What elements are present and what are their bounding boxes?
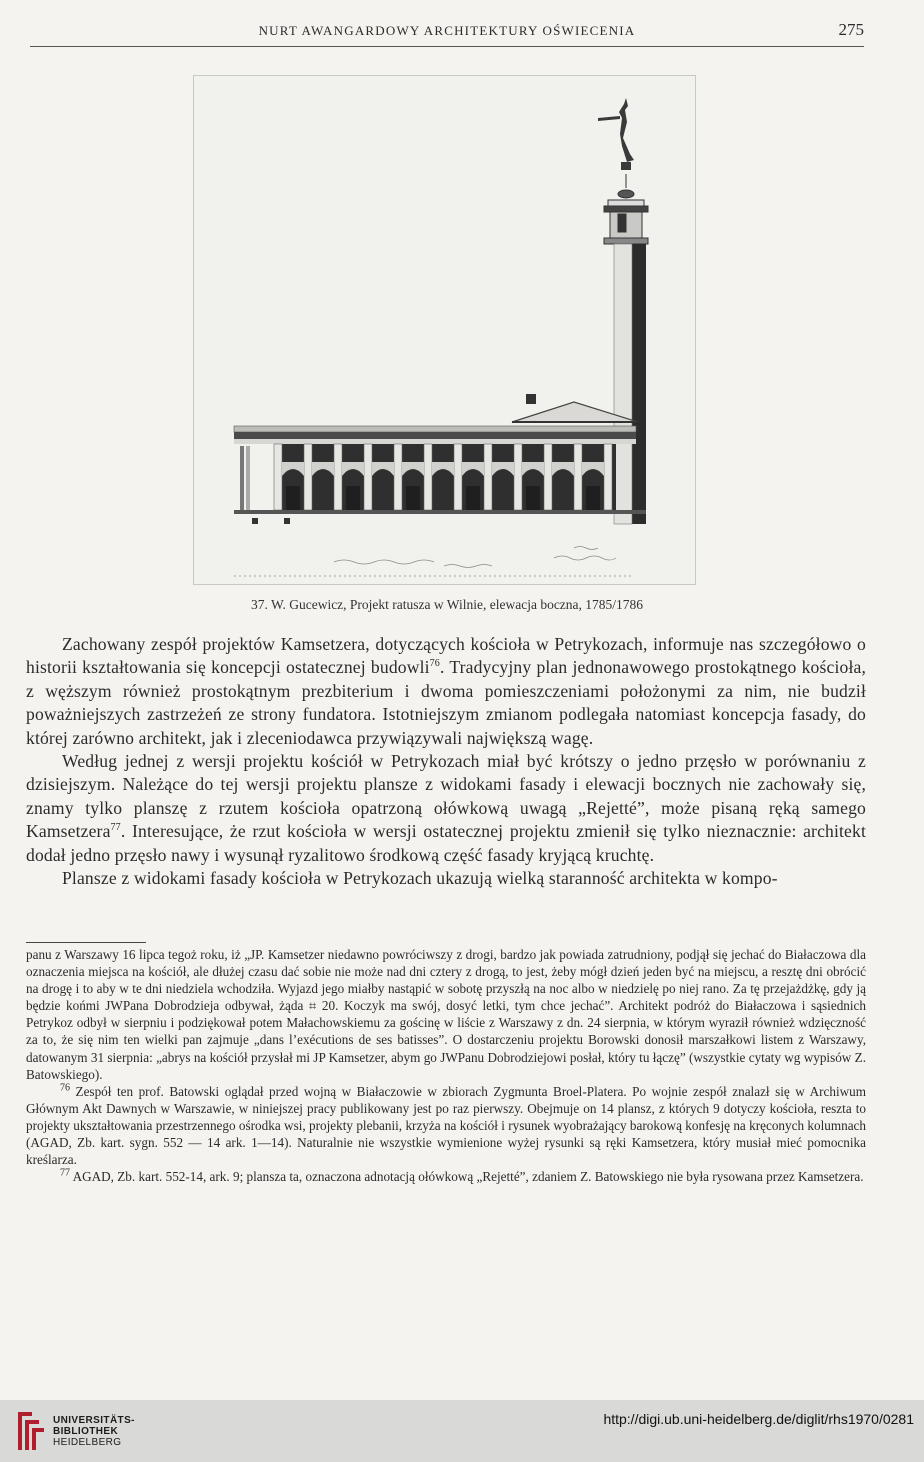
logo-line: HEIDELBERG (53, 1436, 122, 1448)
footnote-divider (26, 942, 146, 943)
university-library-logo-icon (12, 1408, 46, 1454)
running-title: NURT AWANGARDOWY ARCHITEKTURY OŚWIECENIA (258, 23, 636, 38)
footnote-number: 77 (60, 1167, 70, 1179)
paragraph (26, 750, 866, 867)
paragraph (26, 633, 866, 750)
page-number: 275 (838, 20, 864, 39)
paragraph-text: . Tradycyjny plan jednonawowego prostokątnego kościoła, z węższym również prostokątnym prezbiterium i dwoma pomieszczeniami położonymi za nim, nie budził poważniejszych zastrzeżeń ze strony fundatora. Istotniejszym zmianom podlegała natomiast koncepcja fasady, do której zarówno architekt, jak i zleceniodawca przywiązywali największą wagę. (26, 657, 866, 748)
footer-bar (0, 1400, 924, 1462)
permalink-url[interactable]: http://digi.ub.uni-heidelberg.de/diglit/rhs1970/0281 (603, 1411, 914, 1427)
footnote-77 (26, 1168, 866, 1185)
paragraph-text: Zachowany zespół projektów Kamsetzera, dotyczących kościoła w Petrykozach, informuje nas szczegółowo o historii kształtowania się koncepcji ostatecznej budowli (26, 634, 866, 678)
figure-caption: 37. W. Gucewicz, Projekt ratusza w Wilnie, elewacja boczna, 1785/1786 (250, 597, 644, 612)
footnote-number: 76 (60, 1082, 70, 1094)
paragraph-text: . Interesujące, że rzut kościoła w wersji ostatecznej projektu zmienił się tylko nieznacznie: architekt dodał jedno przęsło nawy i wysunął ryzalitowo środkową część fasady kryjącą kruchtę. (26, 821, 866, 865)
footnote-ref-77: 77 (110, 822, 121, 834)
paragraph: Plansze z widokami fasady kościoła w Petrykozach ukazują wielką staranność architekta w kompo- (62, 868, 778, 889)
footnote-continuation: panu z Warszawy 16 lipca tegoż roku, iż „JP. Kamsetzer niedawno powróciwszy z drogi, bardzo jak powiada zatrudniony, podjął się jechać do Białaczowa dla oznaczenia miejsca na kościół, ale dłużej czasu dać sobie nie może nad dni cztery z drogą, to jest, żeby mógł dzień jeden być na miejscu, a resztę dni obrócić na drogę i to aby w te dni niedziela wchodziła. Wyjazd jego miałby nastąpić w sobotę przyszłą na noc albo w niedzielę po niej rano. Za tę przejażdżkę, gdy ją będzie końmi JWPana Dobrodzieja odbywał, żąda ⌗ 20. Koczyk ma swój, dosyć letki, tym chce jechać”. Architekt podróż do Białaczowa i sąsiednich Petrykoz odbył w sierpniu i podziękował potem Małachowskiemu za gościnę w liście z Warszawy z dn. 24 sierpnia, w którym wyraził również wdzięczność za to, że się nim ten wielki pan zajmuje „dans l’exécutions de ses batisses”. O dostarczeniu projektu Borowski donosił marszałkowi listem z Warszawy, datowanym 31 sierpnia: „abrys na kościół przysłał mi JP Kamsetzer, abym go JWPanu Dobrodziejowi posłał, który tu łączę” (wszystkie cytaty wg wypisów Z. Batowskiego). (26, 947, 866, 1082)
library-logo[interactable] (12, 1408, 135, 1454)
footnote-text: Zespół ten prof. Batowski oglądał przed wojną w Białaczowie w zbiorach Zygmunta Broel-Platera. Po wojnie zespół znalazł się w Archiwum Głównym Akt Dawnych w Warszawie, w niniejszej pracy publikowany jest po raz pierwszy. Obejmuje on 14 plansz, z których 9 dotyczy kościoła, reszta to projekty ukształtowania przestrzennego ośrodka wsi, projekty plebanii, krzyża na kościół i rysunek wyobrażający barokową konfesję na kręconych kolumnach (AGAD, Zb. kart. sygn. 552 — 14 ark. 1—14). Naturalnie nie wszystkie wymienione wyżej rysunki są ręki Kamsetzera, który musiał mieć pomocnika kreślarza. (26, 1083, 866, 1168)
paragraph-text: Według jednej z wersji projektu kościół w Petrykozach miał być krótszy o jedno przęsło w porównaniu z dzisiejszym. Należące do tej wersji projektu plansze z widokami fasady i elewacji bocznych nie zachowały się, znamy tylko planszę z rzutem kościoła opatrzoną ołówkową uwagą „Rejetté”, może pisaną ręką samego Kamsetzera (26, 751, 866, 842)
logo-text (53, 1415, 135, 1448)
main-text (26, 633, 866, 890)
arcade (274, 444, 616, 510)
footnote-text: AGAD, Zb. kart. 552-14, ark. 9; plansza ta, oznaczona adnotacją ołówkową „Rejetté”, zdaniem Z. Batowskiego nie była rysowana przez Kamsetzera. (70, 1169, 864, 1185)
figure-elevation-drawing (193, 75, 696, 585)
logo-line: UNIVERSITÄTS- (53, 1414, 135, 1426)
town-hall-elevation-illustration (194, 76, 695, 584)
footnotes (26, 946, 866, 1185)
logo-line: BIBLIOTHEK (53, 1425, 119, 1437)
running-header (30, 20, 864, 47)
footnote-ref-76: 76 (429, 658, 440, 670)
footnote-76 (26, 1083, 866, 1168)
